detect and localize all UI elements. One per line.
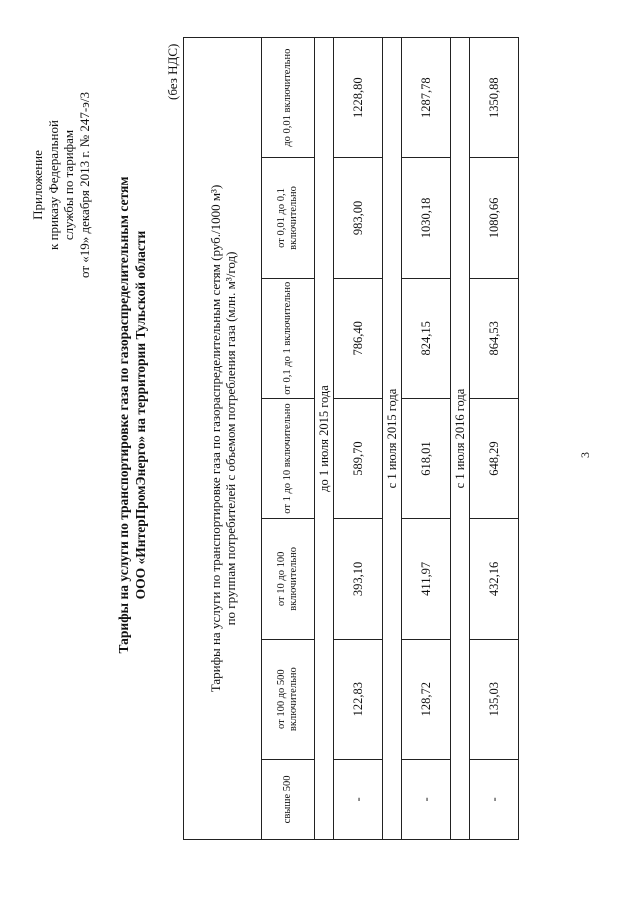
column-header: от 0,01 до 0,1 включительно <box>262 158 315 278</box>
appendix-block <box>30 35 92 335</box>
column-header: от 0,1 до 1 включительно <box>262 278 315 398</box>
title-line: Тарифы на услуги по транспортировке газа по газораспределительным сетям <box>116 176 131 654</box>
table-row <box>334 38 383 840</box>
table-cell: 393,10 <box>334 519 383 639</box>
table-header-row <box>184 38 262 840</box>
table-cell: 786,40 <box>334 278 383 398</box>
column-header: от 100 до 500 включительно <box>262 639 315 759</box>
page-number: 3 <box>578 452 592 458</box>
table-cell: 1030,18 <box>402 158 451 278</box>
period-row <box>315 38 334 840</box>
table-cell: - <box>402 759 451 839</box>
tariff-table <box>183 37 519 840</box>
table-cell: 1287,78 <box>402 38 451 158</box>
period-row <box>383 38 402 840</box>
table-cell: 824,15 <box>402 278 451 398</box>
column-headers-row <box>262 38 315 840</box>
table-cell: 122,83 <box>334 639 383 759</box>
table-header-line: Тарифы на услуги по транспортировке газа по газораспределительным сетям (руб./1000 м³) <box>207 184 223 693</box>
column-header: до 0,01 включительно <box>262 38 315 158</box>
table-row <box>402 38 451 840</box>
appendix-line: службы по тарифам <box>61 129 76 241</box>
table-cell: 128,72 <box>402 639 451 759</box>
document-title <box>115 65 149 765</box>
period-label: с 1 июля 2016 года <box>451 38 470 840</box>
table-row <box>470 38 519 840</box>
table-cell: 983,00 <box>334 158 383 278</box>
table-cell: - <box>470 759 519 839</box>
table-cell: 1350,88 <box>470 38 519 158</box>
table-cell: 135,03 <box>470 639 519 759</box>
period-row <box>451 38 470 840</box>
period-label: с 1 июля 2015 года <box>383 38 402 840</box>
table-header-line: по группам потребителей с объемом потребления газа (млн. м³/год) <box>222 251 238 626</box>
title-line: ООО «ИнтерПромЭнерго» на территории Тульской области <box>133 230 148 600</box>
appendix-line: от «19» декабря 2013 г. № 247-э/3 <box>76 92 92 278</box>
appendix-line: к приказу Федеральной <box>45 120 61 250</box>
vat-note: (без НДС) <box>165 43 180 100</box>
table-cell: 618,01 <box>402 398 451 518</box>
column-header: от 1 до 10 включительно <box>262 398 315 518</box>
column-header: свыше 500 <box>262 759 315 839</box>
table-main-header <box>184 38 262 840</box>
table-cell: 411,97 <box>402 519 451 639</box>
column-header: от 10 до 100 включительно <box>262 519 315 639</box>
period-label: до 1 июля 2015 года <box>315 38 334 840</box>
table-cell: 1080,66 <box>470 158 519 278</box>
table-cell: 864,53 <box>470 278 519 398</box>
table-cell: - <box>334 759 383 839</box>
table-cell: 1228,80 <box>334 38 383 158</box>
table-cell: 648,29 <box>470 398 519 518</box>
appendix-line: Приложение <box>30 150 45 220</box>
table-cell: 589,70 <box>334 398 383 518</box>
table-cell: 432,16 <box>470 519 519 639</box>
